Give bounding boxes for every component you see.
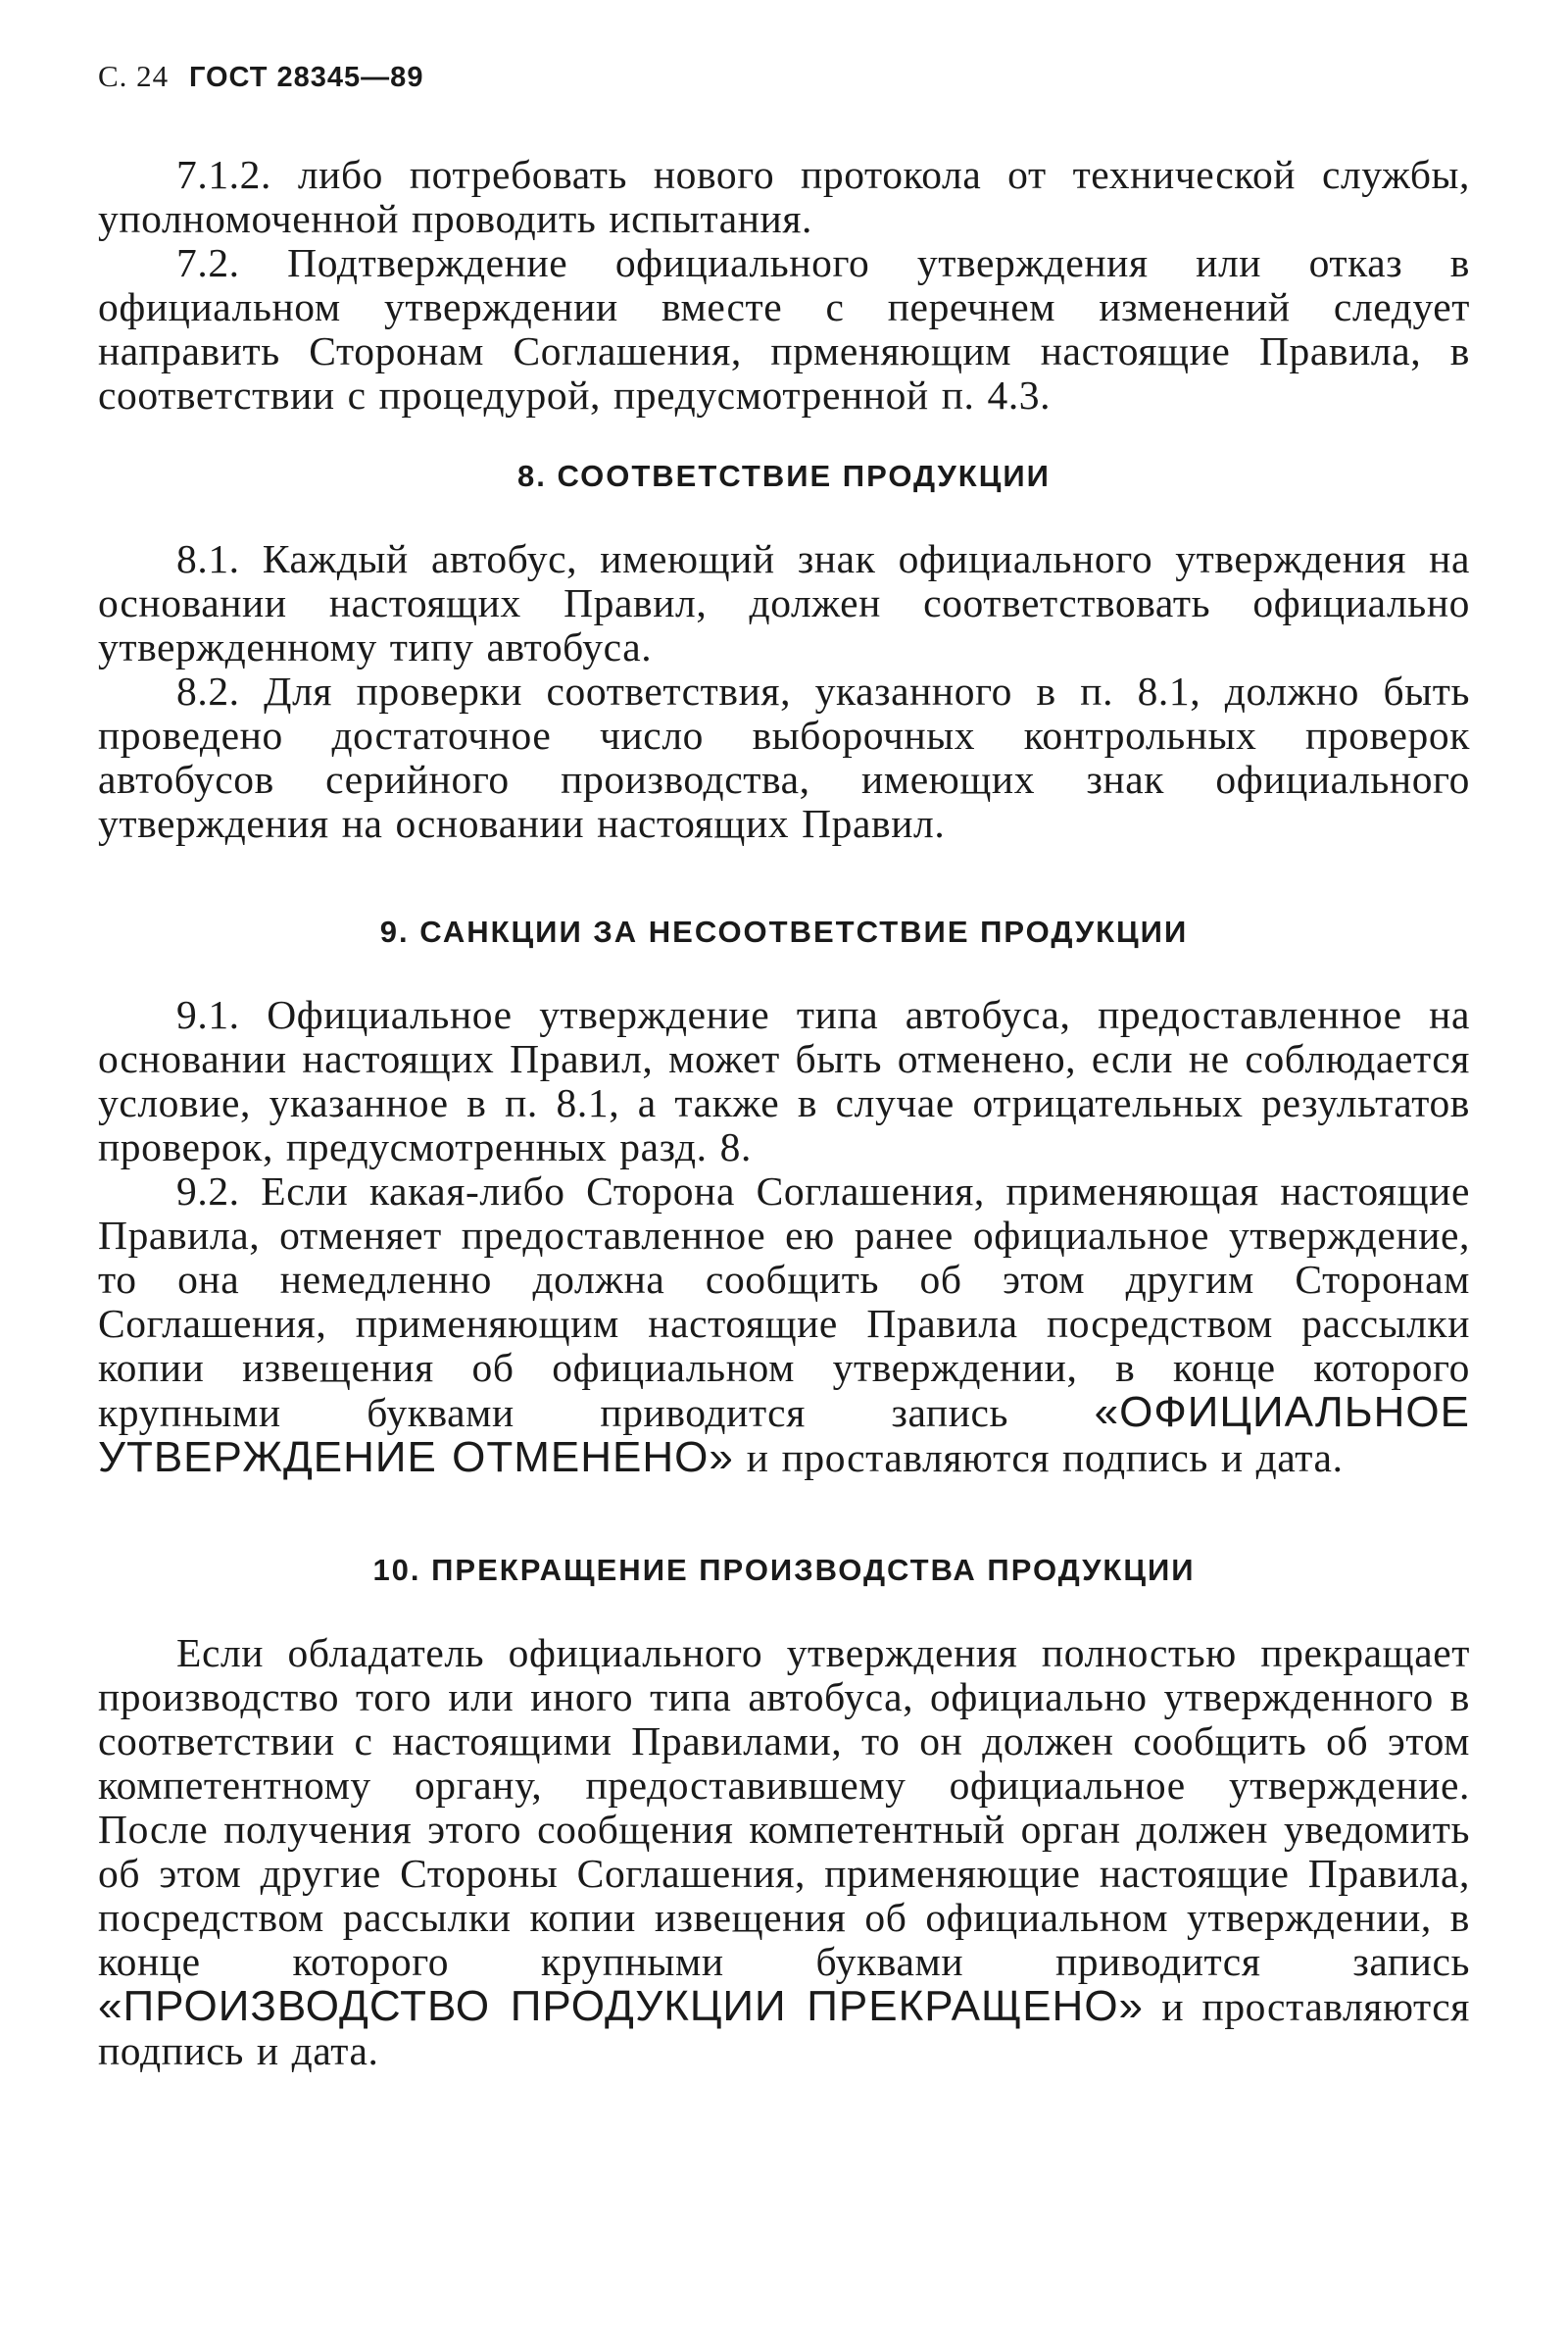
paragraph-7-1-2: 7.1.2. либо потребовать нового протокола от технической службы, уполномоченной проводить испытания. [98,152,1470,241]
section-8-heading: 8. СООТВЕТСТВИЕ ПРОДУКЦИИ [517,459,1051,493]
paragraph-7-2: 7.2. Подтверждение официального утверждения или отказ в официальном утверждении вместе с перечнем изменений следует направить Сторонам Соглашения, прменяющим настоящие Правила, в соответствии с процедурой, предусмотренной п. 4.3. [98,240,1470,418]
page-header [98,59,1470,94]
paragraph-8-1: 8.1. Каждый автобус, имеющий знак официального утверждения на основании настоящих Правил, должен соответствовать официально утвержденному типу автобуса. [98,536,1470,670]
page-number: С. 24 [98,59,170,93]
section-9-heading: 9. САНКЦИИ ЗА НЕСООТВЕТСТВИЕ ПРОДУКЦИИ [379,915,1189,949]
cancellation-notice: «ОФИЦИАЛЬНОЕ УТВЕРЖДЕНИЕ ОТМЕНЕНО» [98,1388,1470,1481]
document-page [98,59,1470,2073]
paragraph-10 [98,1631,1470,2073]
paragraph-8-2: 8.2. Для проверки соответствия, указанного в п. 8.1, должно быть проведено достаточное число выборочных контрольных проверок автобусов серийного производства, имеющих знак официального утверждения на основании настоящих Правил. [98,669,1470,846]
section-10-heading: 10. ПРЕКРАЩЕНИЕ ПРОИЗВОДСТВА ПРОДУКЦИИ [372,1553,1196,1587]
discontinuation-notice: «ПРОИЗВОДСТВО ПРОДУКЦИИ ПРЕКРАЩЕНО» [98,1982,1145,2030]
paragraph-9-2 [98,1169,1470,1480]
paragraph-10-text: Если обладатель официального утверждения полностью прекращает производство того или иного типа автобуса, официально утвержденного в соответствии с настоящими Правилами, то он должен сообщить об этом компетентному органу, предоставившему официальное утверждение. После получения этого сообщения компетентный орган должен уведомить об этом другие Стороны Соглашения, применяющие настоящие Правила, посредством рассылки копии извещения об официальном утверждении, в конце которого крупными буквами приводится запись [98,1630,1470,1984]
paragraph-10-ending: и проставляются подпись и дата. [98,1984,1470,2073]
paragraph-9-2-ending: и проставляются подпись и дата. [733,1435,1344,1480]
paragraph-9-1: 9.1. Официальное утверждение типа автобуса, предоставленное на основании настоящих Правил, может быть отменено, если не соблюдается условие, указанное в п. 8.1, а также в случае отрицательных результатов проверок, предусмотренных разд. 8. [98,992,1470,1169]
paragraph-9-2-text: 9.2. Если какая-либо Сторона Соглашения, применяющая настоящие Правила, отменяет предоставленное ею ранее официальное утверждение, то она немедленно должна сообщить об этом другим Сторонам Соглашения, применяющим настоящие Правила посредством рассылки копии извещения об официальном утверждении, в конце которого крупными буквами приводится запись [98,1168,1470,1435]
standard-designation: ГОСТ 28345—89 [188,62,424,93]
